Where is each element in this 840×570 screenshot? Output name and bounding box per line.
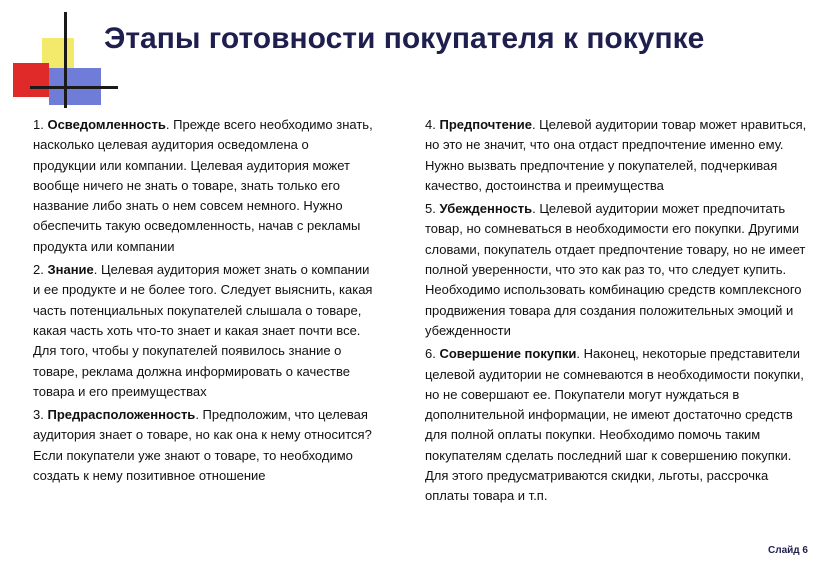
- right-column: [425, 115, 815, 510]
- stage-awareness: [33, 115, 373, 257]
- stage-description: . Целевой аудитории товар может нравиться, но это не значит, что она отдаст предпочтение именно ему. Нужно вызвать предпочтение у покупателей, подчеркивая качество, достоинства и преимущества: [425, 117, 807, 193]
- stage-description: . Наконец, некоторые представители целевой аудитории не сомневаются в необходимости покупки, но не совершают ее. Покупатели могут нуждаться в дополнительной информации, не имеют достаточно средств для полной оплаты покупки. Необходимо помочь таким покупателям сделать последний шаг к совершению покупки. Для этого предусматриваются скидки, льготы, рассрочка оплаты товара и т.п.: [425, 346, 804, 504]
- stage-term: Убежденность: [439, 201, 533, 217]
- stage-term: Совершение покупки: [439, 346, 577, 362]
- stage-description: . Прежде всего необходимо знать, насколько целевая аудитория осведомлена о продукции или компании. Целевая аудитория может вообще ничего не знать о товаре, знать только его название либо знать о нем совсем немного. Нужно обеспечить такую осведомленность, начав с рекламы продукта или компании: [33, 117, 373, 254]
- stage-preference: [425, 115, 815, 196]
- stage-term: Предпочтение: [439, 117, 532, 132]
- stage-term: Осведомленность: [47, 117, 166, 132]
- stage-term: Предрасположенность: [47, 407, 196, 423]
- stage-knowledge: [33, 260, 373, 402]
- stage-liking: [33, 405, 373, 486]
- decor-vertical-line: [64, 12, 67, 108]
- left-column: [33, 115, 373, 489]
- stage-number: 2.: [33, 262, 48, 278]
- stage-conviction: [425, 199, 815, 341]
- stage-number: 1.: [33, 117, 48, 132]
- stage-description: . Предположим, что целевая аудитория знает о товаре, но как она к нему относится? Если покупатели уже знают о товаре, то необходимо создать к нему позитивное отношение: [33, 407, 372, 484]
- decor-red-square: [13, 63, 49, 97]
- slide-number: Слайд 6: [768, 545, 808, 556]
- stage-purchase: [425, 344, 815, 506]
- slide-title-text: Этапы готовности покупателя к покупке: [104, 22, 705, 55]
- stage-description: . Целевой аудитории может предпочитать товар, но сомневаться в необходимости его покупки. Другими словами, покупатель отдает предпочтение товару, но не имеет полной уверенности, что это как раз то, что следует купить. Необходимо использовать комбинацию средств комплексного продвижения товара для создания положительных эмоций и убежденности: [425, 201, 806, 338]
- stage-description: . Целевая аудитория может знать о компании и ее продукте и не более того. Следует выяснить, какая часть потенциальных покупателей слышала о товаре, какая часть хоть что-то знает и какая знает почти все. Для того, чтобы у покупателей появилось знание о товаре, реклама должна информировать о качестве товара и его преимуществах: [33, 262, 373, 399]
- stage-number: 5.: [425, 201, 440, 217]
- slide-title: [100, 22, 840, 56]
- stage-term: Знание: [47, 262, 94, 278]
- stage-number: 6.: [425, 346, 440, 362]
- decor-horizontal-line: [30, 86, 118, 89]
- stage-number: 3.: [33, 407, 48, 423]
- stage-number: 4.: [425, 117, 440, 132]
